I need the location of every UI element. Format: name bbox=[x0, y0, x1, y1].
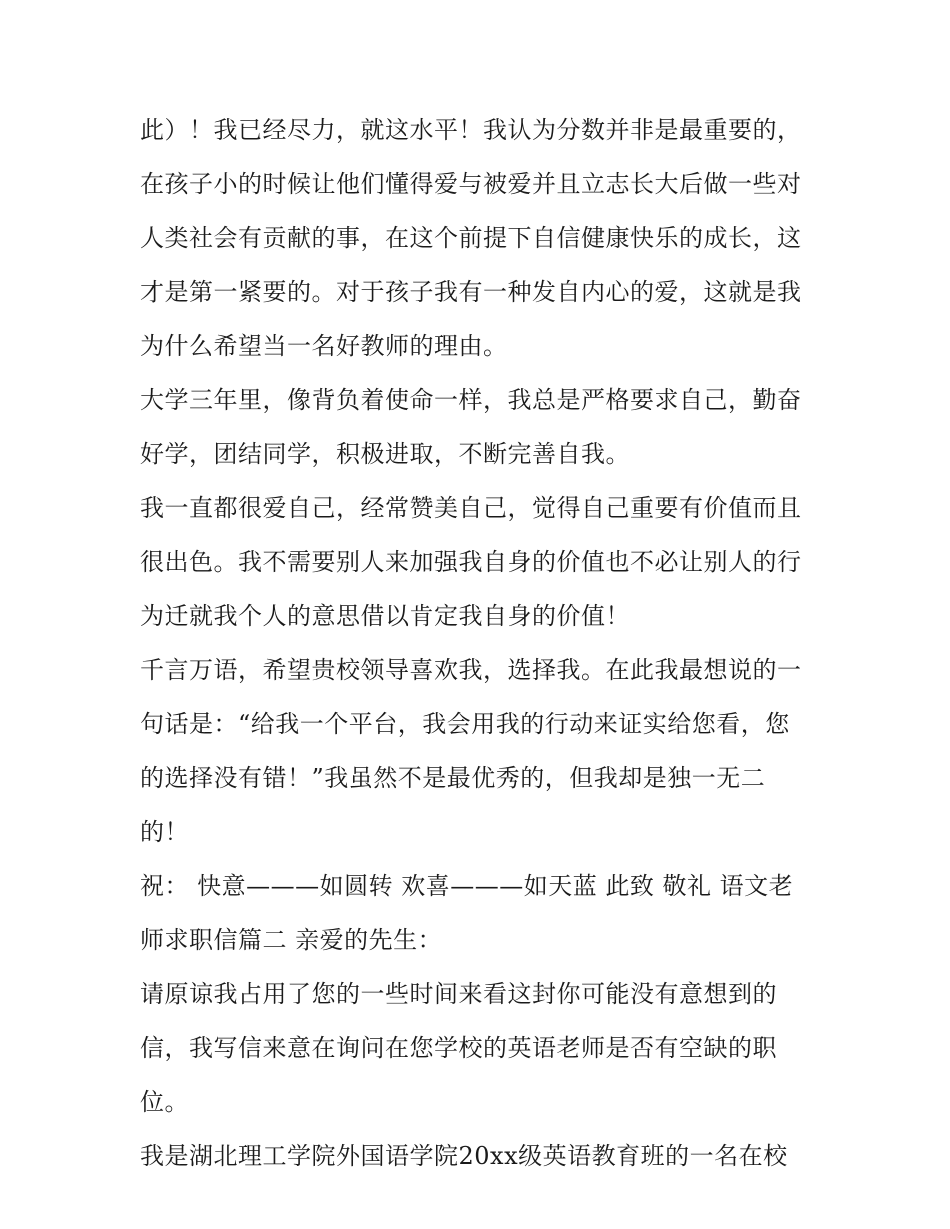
text-line: 信，我写信来意在询问在您学校的英语老师是否有空缺的职 bbox=[140, 1034, 777, 1062]
document-body bbox=[140, 103, 820, 1183]
text-line: 才是第一紧要的。对于孩子我有一种发自内心的爱，这就是我 bbox=[140, 278, 802, 306]
text-line: 的！ bbox=[140, 818, 189, 846]
text-line: 人类社会有贡献的事，在这个前提下自信健康快乐的成长，这 bbox=[140, 224, 802, 252]
text-line: 句话是：“给我一个平台，我会用我的行动来证实给您看，您 bbox=[140, 710, 790, 738]
text-line: 祝： 快意———如圆转 欢喜———如天蓝 此致 敬礼 语文老 bbox=[140, 872, 794, 900]
text-line: 我一直都很爱自己，经常赞美自己，觉得自己重要有价值而且 bbox=[140, 494, 802, 522]
text-line: 此）！我已经尽力，就这水平！我认为分数并非是最重要的， bbox=[140, 116, 802, 144]
text-line: 大学三年里，像背负着使命一样，我总是严格要求自己，勤奋 bbox=[140, 386, 802, 414]
text-line: 好学，团结同学，积极进取，不断完善自我。 bbox=[140, 440, 630, 468]
text-line: 的选择没有错！”我虽然不是最优秀的，但我却是独一无二 bbox=[140, 764, 766, 792]
text-line: 很出色。我不需要别人来加强我自身的价值也不必让别人的行 bbox=[140, 548, 802, 576]
text-line: 为什么希望当一名好教师的理由。 bbox=[140, 332, 508, 360]
text-line: 请原谅我占用了您的一些时间来看这封你可能没有意想到的 bbox=[140, 980, 777, 1008]
text-line: 位。 bbox=[140, 1088, 189, 1116]
text-line: 师求职信篇二 亲爱的先生： bbox=[140, 926, 443, 954]
text-line: 在孩子小的时候让他们懂得爱与被爱并且立志长大后做一些对 bbox=[140, 170, 802, 198]
text-line: 我是湖北理工学院外国语学院20xx级英语教育班的一名在校 bbox=[140, 1142, 788, 1170]
text-line: 千言万语，希望贵校领导喜欢我，选择我。在此我最想说的一 bbox=[140, 656, 802, 684]
text-line: 为迁就我个人的意思借以肯定我自身的价值！ bbox=[140, 602, 630, 630]
